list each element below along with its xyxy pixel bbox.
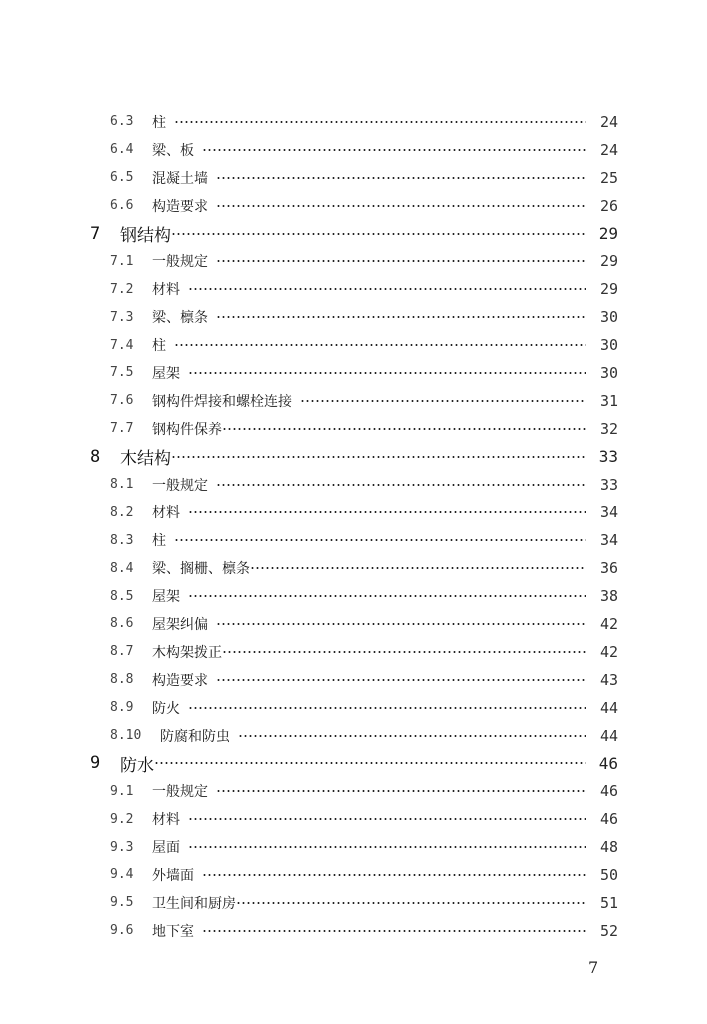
toc-entry-page: 31 [599,391,618,410]
toc-entry-number: 9 [90,753,101,774]
toc-entry-page: 48 [599,838,618,857]
toc-section-entry [88,387,618,415]
dot-leader [154,762,586,764]
toc-entry-title: 柱 [152,114,166,131]
toc-section-entry [88,415,618,443]
toc-entry-number: 6.6 [110,198,134,214]
toc-entry-number: 8.6 [110,616,134,632]
toc-entry-title: 防水 [120,755,154,776]
toc-section-entry [88,833,618,861]
toc-section-entry [88,498,618,526]
toc-section-entry [88,889,618,917]
toc-section-entry [88,805,618,833]
toc-entry-page: 44 [599,726,618,745]
toc-entry-page: 43 [599,670,618,689]
toc-entry-page: 42 [599,614,618,633]
toc-chapter-entry [88,443,618,471]
toc-entry-number: 9.6 [110,923,134,939]
dot-leader [238,735,586,737]
toc-entry-title: 屋架 [152,365,180,382]
toc-entry-page: 24 [599,140,618,159]
toc-entry-number: 8.2 [110,504,134,520]
dot-leader [216,316,586,318]
toc-entry-page: 51 [599,893,618,912]
toc-entry-title: 混凝土墙 [152,170,208,187]
toc-entry-title: 材料 [152,282,180,299]
toc-section-entry [88,694,618,722]
toc-section-entry [88,666,618,694]
toc-section-entry [88,359,618,387]
toc-entry-number: 7.1 [110,253,134,269]
toc-entry-page: 46 [599,810,618,829]
toc-section-entry [88,526,618,554]
dot-leader [174,344,586,346]
toc-entry-page: 33 [599,475,618,494]
toc-entry-number: 8.7 [110,644,134,660]
toc-section-entry [88,136,618,164]
toc-entry-number: 8.9 [110,700,134,716]
toc-section-entry [88,722,618,750]
toc-entry-title: 柱 [152,533,166,550]
dot-leader [300,400,586,402]
toc-entry-title: 一般规定 [152,254,208,271]
toc-section-entry [88,917,618,945]
toc-entry-title: 构造要求 [152,198,208,215]
toc-entry-number: 6.3 [110,114,134,130]
toc-entry-number: 6.5 [110,170,134,186]
dot-leader [216,177,586,179]
toc-entry-page: 34 [599,531,618,550]
toc-section-entry [88,777,618,805]
dot-leader [188,846,586,848]
toc-entry-number: 7.4 [110,337,134,353]
toc-entry-title: 木结构 [120,449,171,470]
toc-entry-page: 29 [599,280,618,299]
toc-section-entry [88,471,618,499]
toc-entry-title: 地下室 [152,923,194,940]
toc-entry-number: 7.7 [110,421,134,437]
toc-entry-number: 7.2 [110,281,134,297]
toc-entry-page: 29 [598,224,618,243]
toc-entry-page: 34 [599,503,618,522]
dot-leader [216,679,586,681]
toc-chapter-entry [88,749,618,777]
dot-leader [188,818,586,820]
toc-entry-title: 材料 [152,812,180,829]
toc-entry-page: 25 [599,168,618,187]
table-of-contents [88,108,618,945]
toc-entry-number: 7.6 [110,393,134,409]
dot-leader [250,567,586,569]
toc-entry-title: 钢结构 [120,226,171,246]
dot-leader [222,651,586,653]
toc-entry-page: 30 [599,308,618,327]
toc-section-entry [88,192,618,220]
toc-entry-page: 30 [599,336,618,355]
dot-leader [216,205,586,207]
toc-entry-title: 一般规定 [152,784,208,801]
dot-leader [188,372,586,374]
toc-section-entry [88,275,618,303]
toc-entry-number: 8 [90,446,101,467]
toc-entry-page: 44 [599,698,618,717]
toc-entry-title: 屋架 [152,589,180,606]
toc-entry-title: 一般规定 [152,477,208,494]
toc-entry-title: 外墙面 [152,867,194,884]
toc-entry-number: 9.1 [110,783,134,799]
toc-entry-title: 防腐和防虫 [160,728,230,745]
dot-leader [222,428,586,430]
toc-entry-title: 构造要求 [152,672,208,689]
toc-entry-page: 29 [599,252,618,271]
dot-leader [236,902,586,904]
dot-leader [202,874,586,876]
toc-entry-number: 8.3 [110,532,134,548]
toc-entry-number: 9.2 [110,811,134,827]
dot-leader [216,484,586,486]
toc-entry-title: 屋架纠偏 [152,616,208,633]
dot-leader [174,539,586,541]
toc-entry-page: 36 [599,559,618,578]
toc-entry-page: 38 [599,587,618,606]
toc-entry-number: 8.5 [110,588,134,604]
dot-leader [216,790,586,792]
toc-entry-page: 46 [598,753,618,773]
toc-entry-page: 42 [599,642,618,661]
toc-entry-number: 7 [90,223,101,244]
toc-entry-number: 6.4 [110,142,134,158]
dot-leader [171,456,586,458]
toc-section-entry [88,861,618,889]
dot-leader [171,233,586,235]
toc-section-entry [88,638,618,666]
toc-entry-number: 8.1 [110,477,134,493]
toc-section-entry [88,331,618,359]
dot-leader [202,149,586,151]
toc-entry-title: 屋面 [152,840,180,857]
page-number: 7 [588,958,599,977]
toc-section-entry [88,247,618,275]
toc-entry-number: 9.5 [110,895,134,911]
toc-entry-page: 24 [599,112,618,131]
toc-entry-title: 卫生间和厨房 [152,895,236,912]
toc-entry-page: 26 [599,196,618,215]
toc-entry-number: 9.3 [110,839,134,855]
dot-leader [188,511,586,513]
toc-chapter-entry [88,220,618,248]
toc-entry-number: 8.10 [110,728,142,744]
toc-section-entry [88,554,618,582]
toc-entry-title: 梁、檩条 [152,310,208,327]
toc-entry-title: 柱 [152,338,166,355]
toc-entry-title: 材料 [152,505,180,522]
dot-leader [202,930,586,932]
dot-leader [188,288,586,290]
dot-leader [188,707,586,709]
toc-entry-page: 33 [598,447,618,467]
toc-entry-title: 木构架拨正 [152,644,222,661]
toc-section-entry [88,164,618,192]
toc-entry-number: 9.4 [110,867,134,883]
toc-entry-page: 46 [599,782,618,801]
toc-entry-number: 8.8 [110,672,134,688]
toc-entry-page: 52 [599,921,618,940]
toc-entry-title: 梁、板 [152,142,194,159]
toc-entry-title: 梁、搁栅、檩条 [152,561,250,578]
toc-entry-number: 7.3 [110,309,134,325]
toc-section-entry [88,610,618,638]
toc-entry-page: 50 [599,865,618,884]
toc-section-entry [88,108,618,136]
toc-entry-number: 8.4 [110,560,134,576]
dot-leader [188,595,586,597]
toc-entry-number: 7.5 [110,365,134,381]
toc-entry-title: 钢构件保养 [152,421,222,438]
toc-entry-page: 32 [599,419,618,438]
toc-section-entry [88,582,618,610]
toc-entry-page: 30 [599,363,618,382]
dot-leader [216,623,586,625]
toc-section-entry [88,303,618,331]
dot-leader [216,260,586,262]
dot-leader [174,121,586,123]
toc-entry-title: 防火 [152,700,180,717]
toc-entry-title: 钢构件焊接和螺栓连接 [152,393,292,410]
